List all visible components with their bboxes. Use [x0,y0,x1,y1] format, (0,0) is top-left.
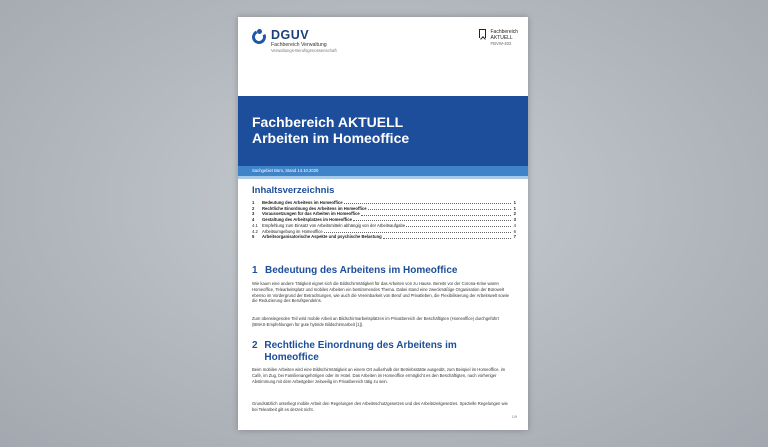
toc-item-page: 1 [513,205,516,211]
toc-item-label: Voraussetzungen für das Arbeiten im Homeoffice [262,211,360,217]
badge-code: FBVW-402 [490,41,512,46]
title-line2: Arbeiten im Homeoffice [252,130,410,146]
toc-leader-dots [361,211,511,215]
toc-item-label: Bedeutung des Arbeitens im Homeoffice [262,200,343,205]
toc-item-number: 3 [252,211,255,217]
toc-item-label: Empfehlung zum Einsatz von Arbeitsmitteln abhängig von der Arbeitsaufgabe [262,222,406,228]
toc-item-label: Rechtliche Einordnung des Arbeitens im Homeoffice [262,205,367,211]
section2-number: 2 [252,340,258,351]
badge-line1: Fachbereich [490,29,518,35]
section2-paragraph1: Beim mobilen Arbeiten wird eine Bildschirmtätigkeit an einem Ort außerhalb der Betriebsstätte ausgeübt, zum Beispiel im Homeoffice, im Café, im Zug, bei Familienangehörigen oder im Hotel. Das Arbeiten im Homeoffice ermöglicht es den Beschäftigten, nach vorheriger Abstimmung mit dem Arbeitgeber zeitweilig im Privatbereich tätig zu sein. [252,367,506,384]
toc-leader-dots [368,206,511,210]
toc-title: Inhaltsverzeichnis [252,185,335,196]
section1-title: Bedeutung des Arbeitens im Homeoffice [265,265,458,276]
meta-bar [238,166,528,176]
section1-heading [252,265,457,277]
brand-name: DGUV [271,28,310,42]
meta-text: Sachgebiet Büro, Stand 14.10.2020 [252,168,319,173]
document-page [238,17,528,430]
toc-item-page: 6 [513,228,516,234]
toc-item-page: 2 [513,211,516,217]
section1-paragraph1: Wie kaum eine andere Tätigkeit eignet sich die Bildschirmtätigkeit für das Arbeiten von zu Hause. Bereits vor der Corona-Krise waren Homeoffice, Telearbeitsplatz und mobiles Arbeiten ein bestimmendes Thema. Dabei stand eine zweckmäßige Organisation der Bürowelt ebenso im Vordergrund der Betrachtungen, wie auch die Vereinbarkeit von Beruf und Privatleben, die Flexibilisierung der Arbeitswelt sowie die Reduzierung des Berufspendelns. [252,281,509,304]
title-banner [238,96,528,166]
title-line1: Fachbereich AKTUELL [252,114,404,130]
toc-item-label: Arbeitsumgebung im Homeoffice [262,228,323,234]
badge-line2: AKTUELL [490,35,513,41]
toc-leader-dots [344,200,511,204]
toc-item[interactable] [252,234,516,240]
toc-item-page: 1 [513,200,516,205]
series-badge [479,29,518,47]
toc-item-number: 5 [252,234,255,240]
toc-leader-dots [324,229,511,233]
toc-leader-dots [406,223,511,227]
document-title [252,114,409,146]
toc-item-label: Arbeitsorganisatorische Aspekte und psychische Belastung [262,234,382,240]
accent-stripe [238,176,528,179]
dguv-logo [252,29,337,53]
dguv-logo-icon [252,29,267,44]
section2-title: Rechtliche Einordnung des Arbeitens im Homeoffice [264,340,457,363]
toc-item-number: 4 [252,217,255,223]
org-line1: Fachbereich Verwaltung [271,42,327,48]
toc-item-number: 4.1 [252,222,258,228]
toc-leader-dots [353,217,511,221]
table-of-contents [252,185,516,240]
toc-item-page: 3 [513,217,516,223]
toc-item-label: Gestaltung des Arbeitsplatzes im Homeoffice [262,217,352,223]
toc-list [252,200,516,240]
toc-item-page: 4 [513,222,516,228]
page-number: 1/9 [511,415,517,419]
toc-item-page: 7 [513,234,516,240]
toc-item-number: 2 [252,205,255,211]
toc-item-number: 4.2 [252,228,258,234]
section1-number: 1 [252,265,258,276]
section1-paragraph2: Zum überwiegenden Teil wird mobile Arbeit an Bildschirmarbeitsplätzen im Privatbereich der Beschäftigten (Homeoffice) durchgeführt (BMAS-Empfehlungen für gute hybride Bildschirmarbeit [1]). [252,316,499,327]
section2-heading [252,340,502,363]
org-line2: Verwaltungs-Berufsgenossenschaft [271,48,337,53]
toc-leader-dots [383,234,511,238]
section2-paragraph2: Grundsätzlich unterliegt mobile Arbeit den Regelungen des Arbeitsschutzgesetzes und des Arbeitszeitgesetzes. Spezielle Regelungen wie bei Telearbeit gilt es derzeit nicht. [252,401,508,412]
toc-item-number: 1 [252,200,255,205]
bookmark-icon [479,29,486,38]
